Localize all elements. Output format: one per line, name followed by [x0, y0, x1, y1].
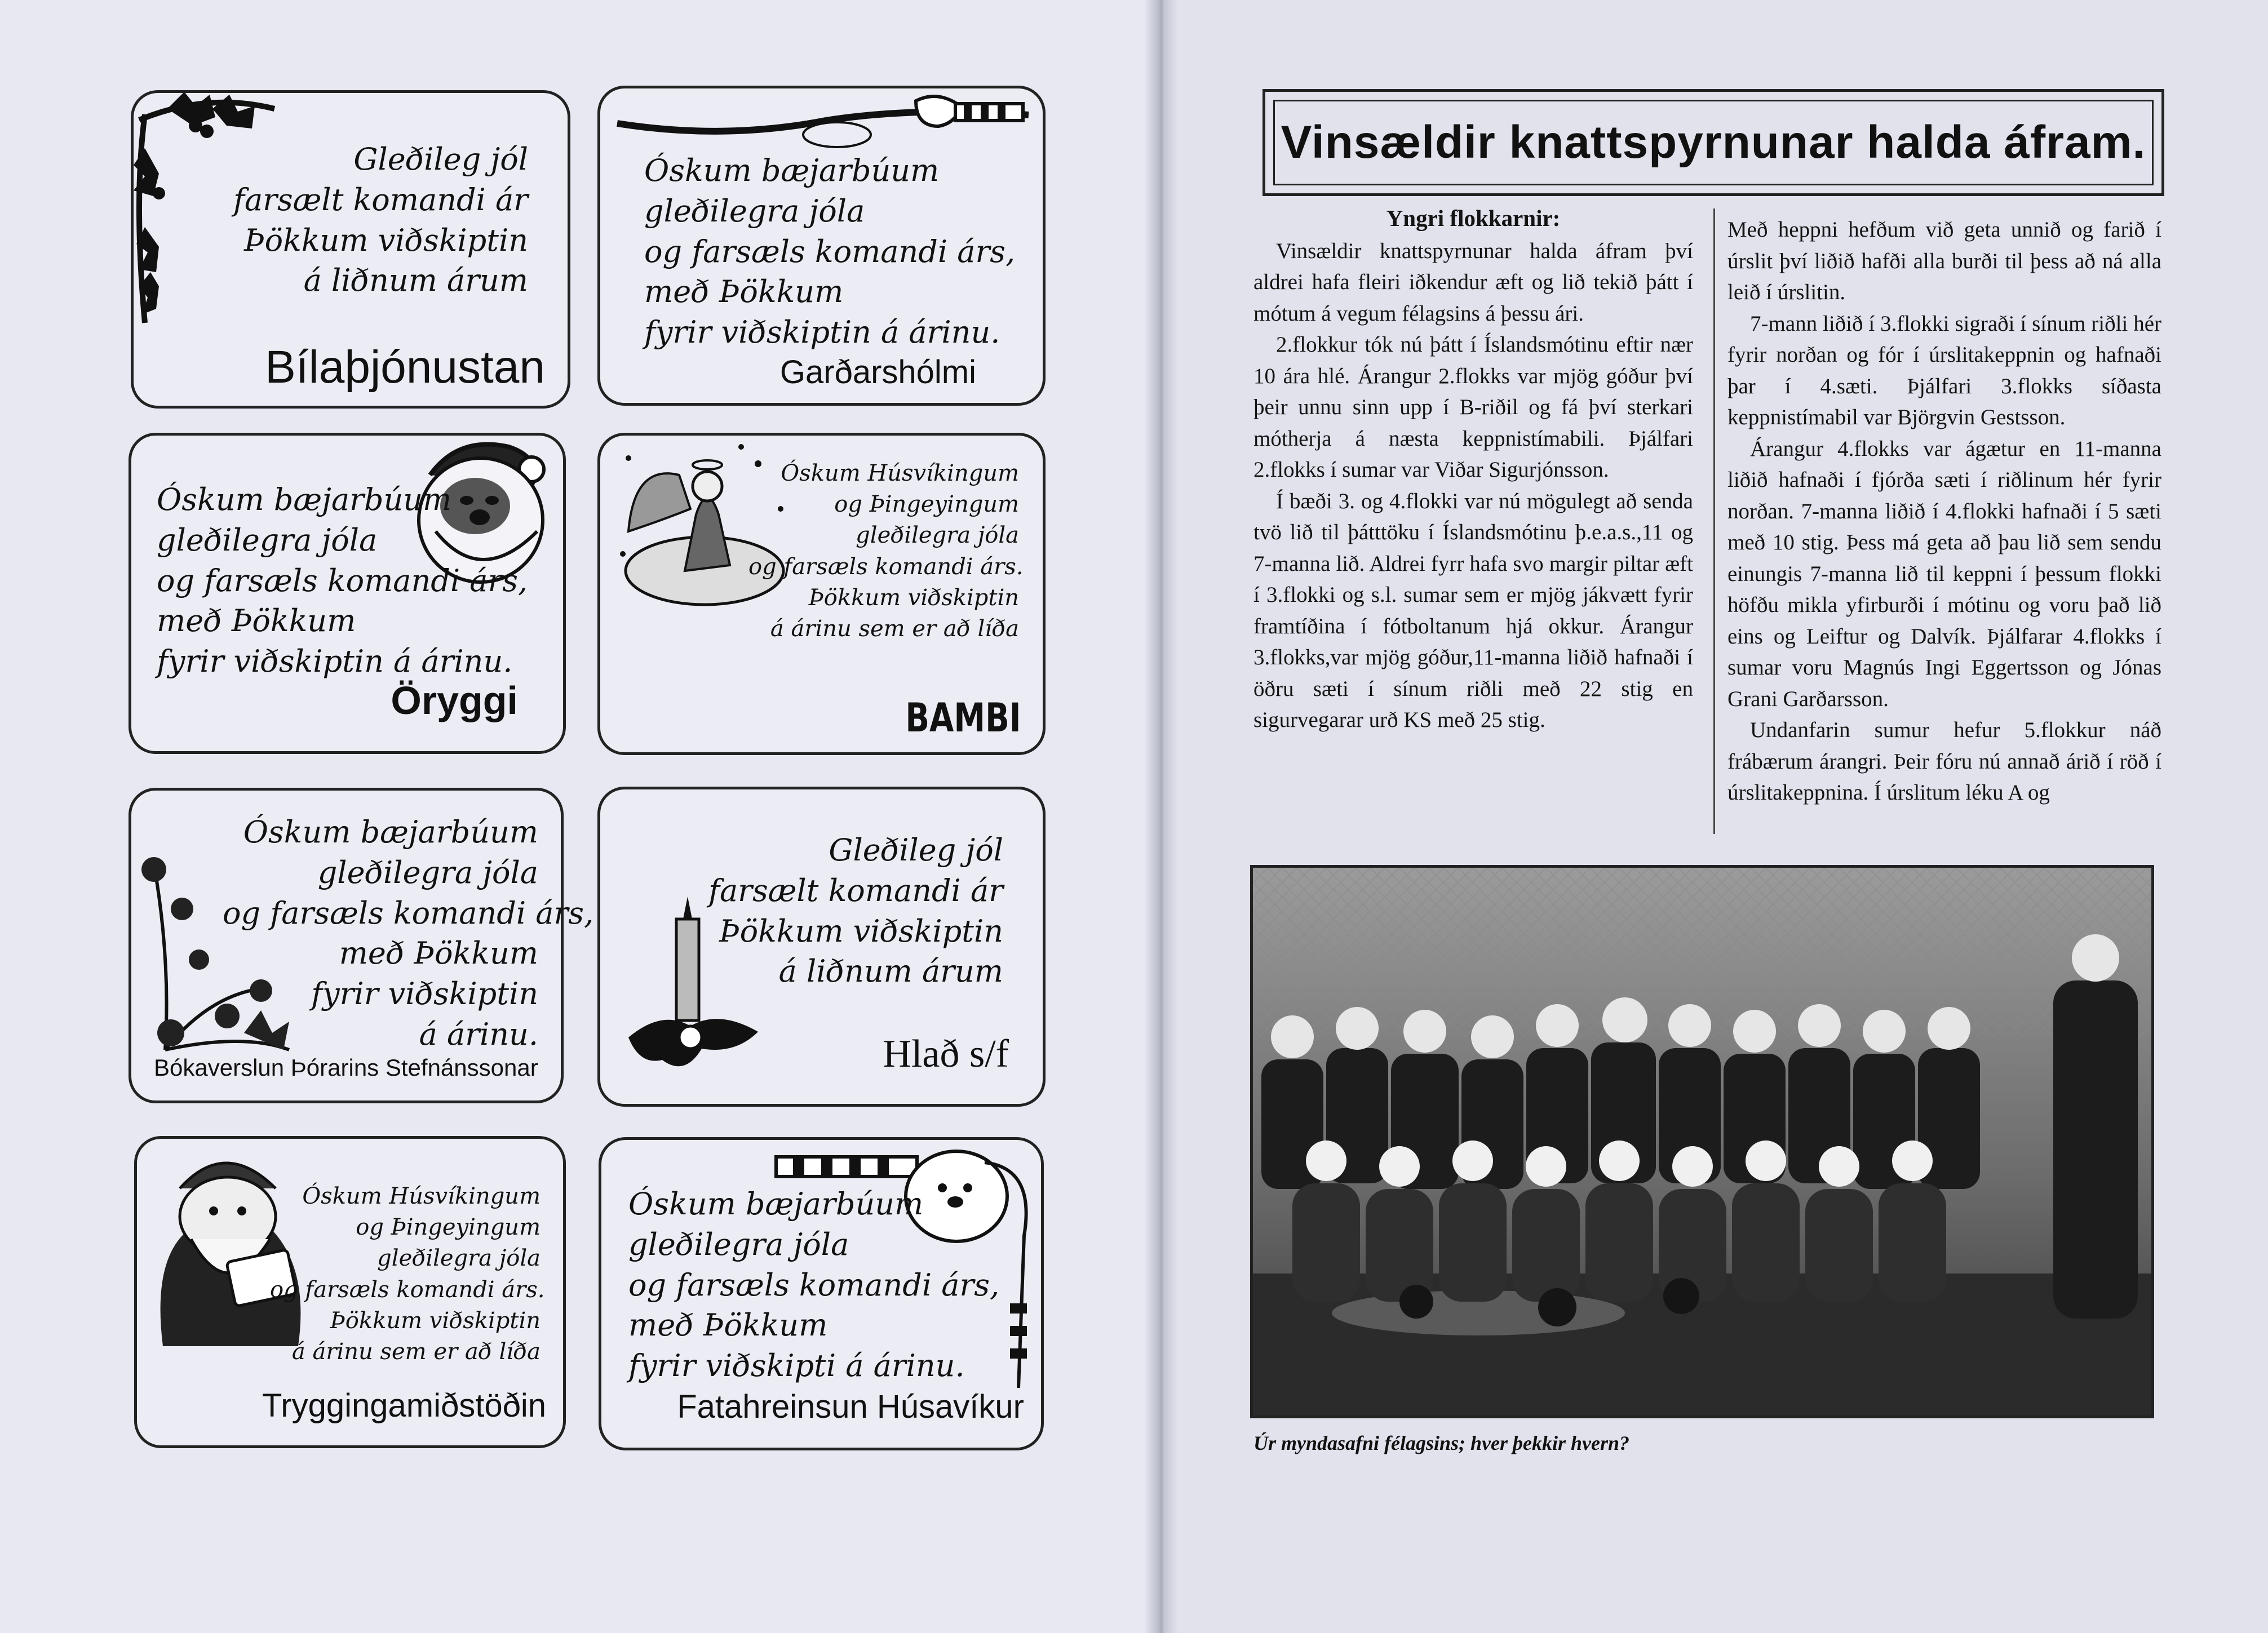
team-photo-image [1253, 868, 2151, 1415]
sponsor-name: Fatahreinsun Húsavíkur [677, 1388, 1024, 1425]
column-divider [1713, 208, 1715, 834]
christmas-ad [597, 433, 1046, 755]
article-headline: Vinsældir knattspyrnunar halda áfram. [1281, 117, 2146, 168]
headline-frame [1263, 89, 2164, 196]
photo-caption: Úr myndasafni félagsins; hver þekkir hvern? [1253, 1432, 1630, 1454]
article-paragraph: 2.flokkur tók nú þátt í Íslandsmótinu eftir nær 10 ára hlé. Árangur 2.flokks var mjög góður því þeir unnu sinn upp í B-riðil og fá því sterkari mótherja á næsta keppnistímabili. Þjálfari 2.flokks í sumar var Viðar Sigurjónsson. [1253, 332, 1693, 482]
greeting-text: Gleðileg jól farsælt komandi ár Þökkum viðskiptin á liðnum árum [233, 141, 528, 299]
article-subheading: Yngri flokkarnir: [1386, 205, 1561, 231]
article-paragraph: Vinsældir knattspyrnunar halda áfram því aldrei hafa fleiri iðkendur æft og lið tekið þátt í mótum á vegum félagsins á þessu ári. [1253, 238, 1693, 326]
sponsor-name: Öryggi [391, 678, 518, 722]
article-paragraph: Undanfarin sumur hefur 5.flokkur náð frábærum árangri. Þeir fóru nú annað árið í röð í úrslitakeppnina. Í úrslitum léku A og [1727, 718, 2161, 805]
christmas-ad [599, 1137, 1044, 1450]
team-photo [1250, 865, 2154, 1418]
article-column-right [1727, 214, 2161, 809]
greeting-text: Gleðileg jól farsælt komandi ár Þökkum viðskiptin á liðnum árum [708, 832, 1003, 989]
page-gutter [1144, 0, 1178, 1633]
greeting-text: Óskum bæjarbúum gleðilegra jóla og farsæls komandi árs, með Þökkum fyrir viðskipti á árinu. [628, 1186, 1000, 1384]
sponsor-name: Bókaverslun Þórarins Stefnánssonar [154, 1054, 538, 1081]
article-paragraph: Í bæði 3. og 4.flokki var nú mögulegt að senda tvö lið til þátttöku í Íslandsmótinu þ.e.a.s.,11 og 7-manna lið. Aldrei fyrr hafa svo margir piltar æft í 3.flokki og s.l. sumar sem er mjög jákvætt fyrir framtíðina í fótboltanum hjá okkur. Árangur 3.flokks,var mjög góður,11-manna liðið hafnaði í öðru sæti í sínum riðli með 22 stig en sigurvegarar urð KS með 25 stig. [1253, 489, 1693, 732]
greeting-text: Óskum Húsvíkingum og Þingeyingum gleðilegra jóla og farsæls komandi árs. Þökkum viðskiptin á árinu sem er að líða [748, 460, 1024, 642]
sponsor-name: BAMBI [905, 695, 1021, 741]
greeting-text: Óskum bæjarbúum gleðilegra jóla og farsæls komandi árs, með Þökkum fyrir viðskiptin á árinu. [644, 153, 1016, 350]
greeting-text: Óskum bæjarbúum gleðilegra jóla og farsæls komandi með Þökkum fyrir viðskiptin á árinu. [223, 814, 538, 1053]
article-paragraph: 7-mann liðið í 3.flokki sigraði í sínum riðli hér fyrir norðan og fór í úrslitakeppnin og hafnaði þar í 4.sæti. Þjálfari 3.flokks síðasta keppnistímabil var Björgvin Gestsson. [1727, 311, 2161, 429]
christmas-ad [129, 788, 564, 1103]
garland-icon [612, 90, 1040, 152]
christmas-ad [131, 90, 570, 409]
christmas-ad [597, 86, 1046, 406]
sponsor-name: Hlað s/f [883, 1032, 1009, 1076]
sponsor-name: Tryggingamiðstöðin [262, 1387, 546, 1424]
article-paragraph: Árangur 4.flokks var ágætur en 11-manna liðið hafnaði í fjórða sæti í riðlinum hér fyrir norðan. 7-manna liðið í 4.flokki hafnaði í 5 sæti með 10 stig. Þess má geta að þau lið sem sendu einungis 7-manna lið til keppni í þessum flokki höfðu mikla yfirburði í mótinu og voru það lið eins og Leiftur og Dalvík. Þjálfarar 4.flokks í sumar voru Magnús Ingi Eggertsson og Jónas Grani Garðarsson. [1727, 436, 2161, 711]
greeting-text: Óskum Húsvíkingum og Þingeyingum gleðilegra jóla og farsæls komandi árs. Þökkum viðskiptin á árinu sem er að líða [270, 1183, 545, 1365]
greeting-text: Óskum bæjarbúum gleðilegra jóla og farsæls komandi árs, með Þökkum fyrir viðskiptin á árinu. [157, 482, 528, 680]
article-column-left [1253, 203, 1693, 736]
christmas-ad [134, 1136, 566, 1448]
sponsor-name: Bílaþjónustan [265, 341, 545, 393]
christmas-ad [129, 433, 566, 754]
sponsor-name: Garðarshólmi [779, 354, 976, 390]
christmas-ad [597, 787, 1046, 1107]
article-paragraph: Með heppni hefðum við geta unnið og farið í úrslit því liðið hafði alla burði til þess að ná alla leið í úrslitin. [1727, 218, 2161, 304]
